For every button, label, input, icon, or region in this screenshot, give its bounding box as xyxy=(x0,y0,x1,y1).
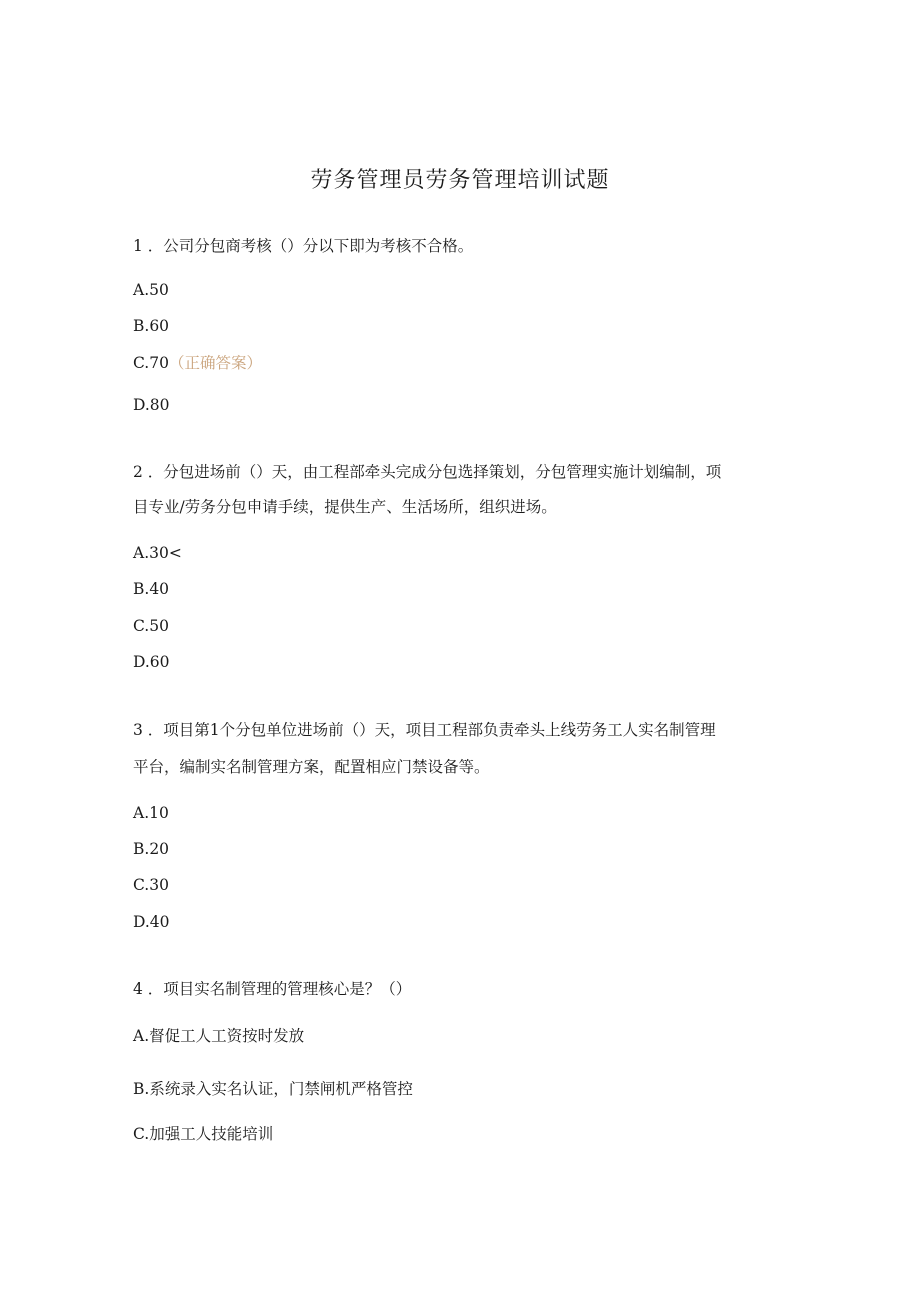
question-2-option-b: B.40 xyxy=(133,580,170,598)
question-1-option-d: D.80 xyxy=(133,396,170,414)
question-4-option-c: C.加强工人技能培训 xyxy=(133,1125,274,1143)
question-2-option-d: D.60 xyxy=(133,653,170,671)
question-3-option-c: C.30 xyxy=(133,876,169,894)
question-3-option-b: B.20 xyxy=(133,840,170,858)
question-1-stem: 1 ．公司分包商考核（）分以下即为考核不合格。 xyxy=(133,237,474,255)
correct-answer-tag: （正确答案） xyxy=(168,354,262,372)
question-1-option-c-text: C.70 xyxy=(133,354,169,372)
question-3-option-d: D.40 xyxy=(133,913,170,931)
question-2-stem-line-2: 目专业/劳务分包申请手续，提供生产、生活场所，组织进场。 xyxy=(133,498,557,516)
question-4-option-a: A.督促工人工资按时发放 xyxy=(133,1027,305,1045)
question-2-option-a: A.30< xyxy=(133,544,182,562)
question-3-stem-line-1: 3 ．项目第1个分包单位进场前（）天，项目工程部负责牵头上线劳务工人实名制管理 xyxy=(133,721,716,739)
question-3-option-a: A.10 xyxy=(133,804,169,822)
question-1-option-c xyxy=(133,353,262,373)
question-4-option-b: B.系统录入实名认证，门禁闸机严格管控 xyxy=(133,1080,413,1098)
page-title: 劳务管理员劳务管理培训试题 xyxy=(310,168,610,193)
question-3-stem-line-2: 平台，编制实名制管理方案，配置相应门禁设备等。 xyxy=(133,758,490,776)
question-1-option-b: B.60 xyxy=(133,317,170,335)
question-1-option-a: A.50 xyxy=(133,281,169,299)
question-4-stem: 4 ．项目实名制管理的管理核心是？（） xyxy=(133,980,412,998)
question-2-stem-line-1: 2 ．分包进场前（）天，由工程部牵头完成分包选择策划，分包管理实施计划编制，项 xyxy=(133,463,722,481)
question-2-option-c: C.50 xyxy=(133,617,169,635)
